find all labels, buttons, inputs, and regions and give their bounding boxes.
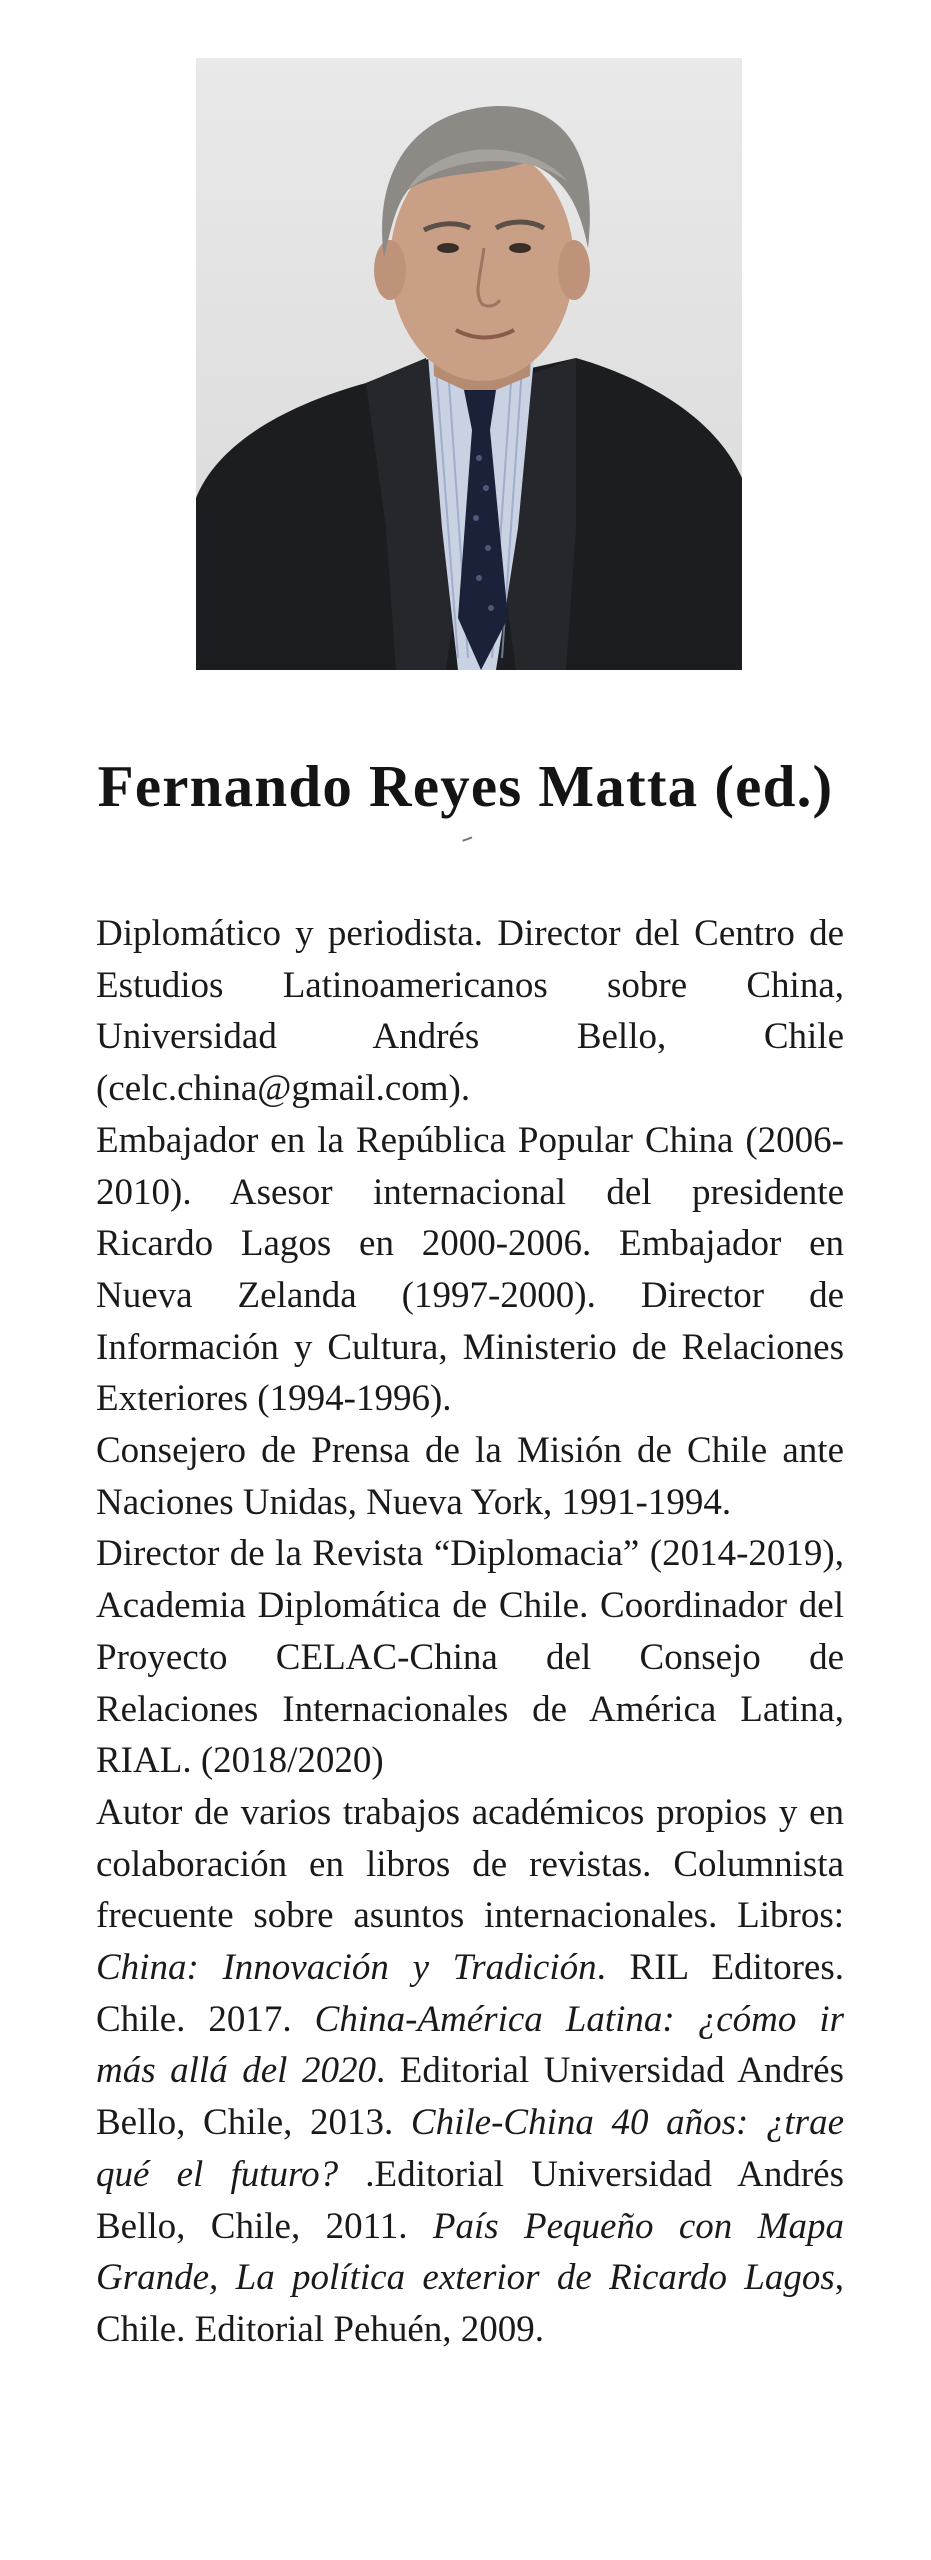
book-title: Chile-China 40 años: ¿trae qué el futuro? <box>96 2102 844 2195</box>
book-title: China: Innovación y Tradición <box>96 1947 597 1989</box>
decorative-mark <box>462 836 473 845</box>
book-details: . RIL Editores. Chile. 2017. <box>96 1947 844 2040</box>
book-details: . Editorial Universidad Andrés Bello, Chile, 2013. <box>96 2050 844 2144</box>
bio-paragraph: Director de la Revista “Diplomacia” (2014-2019), Academia Diplomática de Chile. Coordinador del Proyecto CELAC-China del Consejo de Relaciones Internacionales de América Latina, RIAL. (2018/2020) <box>96 1533 844 1782</box>
book-title: País Pequeño con Mapa Grande, La política exterior de Ricardo Lagos <box>96 2205 844 2299</box>
publications-intro: Autor de varios trabajos académicos propios y en colaboración en libros de revistas. Columnista frecuente sobre asuntos internacionales. Libros: <box>96 1791 844 1937</box>
portrait-illustration <box>196 58 742 670</box>
bio-paragraph: Embajador en la República Popular China (2006-2010). Asesor internacional del presidente Ricardo Lagos en 2000-2006. Embajador en Nueva Zelanda (1997-2000). Director de Información y Cultura, Ministerio de Relaciones Exteriores (1994-1996). <box>96 1119 844 1420</box>
book-details: , Chile. Editorial Pehuén, 2009. <box>96 2257 844 2350</box>
bio-paragraph: Consejero de Prensa de la Misión de Chile ante Naciones Unidas, Nueva York, 1991-1994. <box>96 1430 844 1523</box>
bio-paragraph: Diplomático y periodista. Director del Centro de Estudios Latinoamericanos sobre China, Universidad Andrés Bello, Chile (celc.china@gmail.com). <box>96 913 844 1110</box>
book-title: China-América Latina: ¿cómo ir más allá del 2020 <box>96 1998 844 2092</box>
bio-paragraph-publications <box>96 1787 844 2356</box>
author-biography <box>96 908 844 2356</box>
author-name: Fernando Reyes Matta (ed.) <box>97 753 834 819</box>
author-portrait-photo <box>196 58 742 670</box>
book-details: .Editorial Universidad Andrés Bello, Chile, 2011. <box>96 2153 844 2247</box>
